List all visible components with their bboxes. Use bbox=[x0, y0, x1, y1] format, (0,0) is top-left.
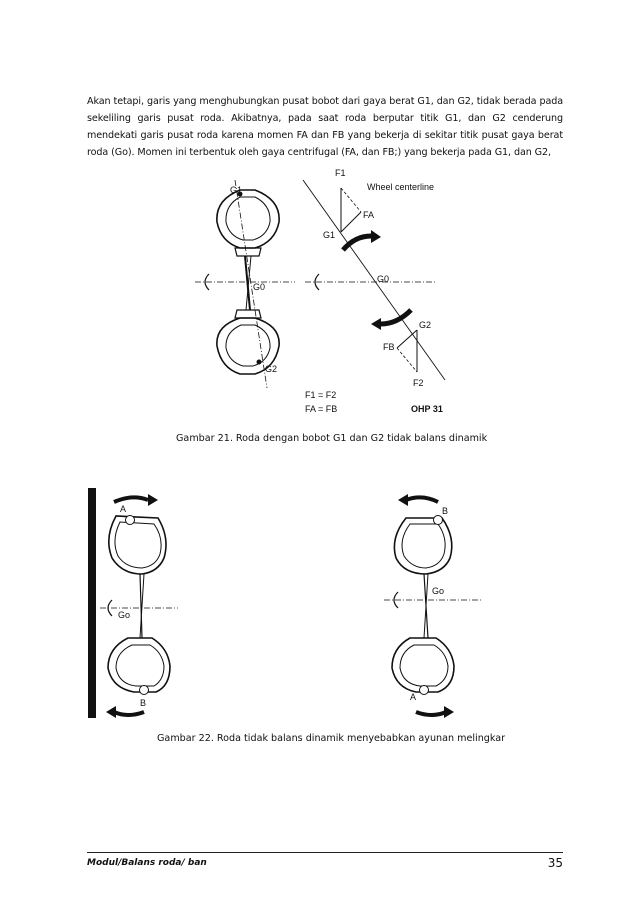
footer-module-title: Modul/Balans roda/ ban bbox=[87, 858, 207, 868]
label-a-left: A bbox=[120, 504, 127, 514]
label-a-right: A bbox=[410, 692, 417, 702]
label-g1-left: G1 bbox=[230, 185, 243, 195]
mass-b-right bbox=[434, 516, 443, 525]
label-f1: F1 bbox=[335, 168, 346, 178]
arrow-left-bottom-icon bbox=[114, 712, 144, 715]
figure-22-diagram bbox=[86, 488, 506, 720]
label-ohp: OHP 31 bbox=[411, 404, 443, 414]
wall-bar bbox=[88, 488, 96, 718]
label-g2-right: G2 bbox=[419, 320, 432, 330]
label-g1-right: G1 bbox=[323, 230, 336, 240]
label-g0-right-fig22: Go bbox=[432, 586, 445, 596]
figure-21-caption: Gambar 21. Roda dengan bobot G1 dan G2 tidak balans dinamik bbox=[176, 433, 488, 444]
label-g2-left: G2 bbox=[265, 364, 278, 374]
arrow-left-top-icon bbox=[406, 497, 438, 502]
mass-b-left bbox=[140, 686, 149, 695]
label-g0-right: G0 bbox=[377, 274, 390, 284]
label-fa: FA bbox=[363, 210, 375, 220]
g2-mass-dot bbox=[257, 360, 262, 365]
figure-21-diagram bbox=[195, 160, 485, 420]
left-wheel-assembly bbox=[108, 516, 170, 692]
footer-divider bbox=[87, 852, 563, 853]
label-g0-left: G0 bbox=[253, 282, 266, 292]
label-g0-left-fig22: Go bbox=[118, 610, 131, 620]
label-eq2: FA = FB bbox=[305, 404, 338, 414]
label-fb: FB bbox=[383, 342, 395, 352]
arrow-right-top-icon bbox=[114, 497, 148, 502]
label-f2: F2 bbox=[413, 378, 424, 388]
body-paragraph: Akan tetapi, garis yang menghubungkan pusat bobot dari gaya berat G1, dan G2, tidak berada pada sekeliling garis pusat roda. Akibatnya, pada saat roda berputar titik G1, dan G2 cenderung mendekati garis pusat roda karena momen FA dan FB yang bekerja di sekitar titik pusat gaya berat roda (Go). Momen ini terbentuk oleh gaya centrifugal (FA, dan FB;) yang bekerja pada G1, dan G2, bbox=[87, 96, 563, 158]
moment-arrow-bottom-icon bbox=[381, 310, 411, 324]
mass-a-left bbox=[126, 516, 135, 525]
mass-a-right bbox=[420, 686, 429, 695]
figure-22-caption: Gambar 22. Roda tidak balans dinamik menyebabkan ayunan melingkar bbox=[157, 733, 506, 744]
label-b-left: B bbox=[140, 698, 147, 708]
label-b-right: B bbox=[442, 506, 449, 516]
arrow-right-bottom-icon bbox=[416, 712, 446, 715]
fb-vector bbox=[397, 330, 417, 348]
page-number: 35 bbox=[547, 856, 563, 870]
label-eq1: F1 = F2 bbox=[305, 390, 337, 400]
f2-dashed bbox=[397, 348, 417, 372]
right-wheel-assembly bbox=[392, 518, 454, 692]
label-wheel-centerline: Wheel centerline bbox=[367, 182, 435, 192]
fa-vector bbox=[341, 212, 361, 232]
moment-arrow-top-icon bbox=[343, 236, 371, 250]
f1-dashed bbox=[341, 188, 361, 212]
